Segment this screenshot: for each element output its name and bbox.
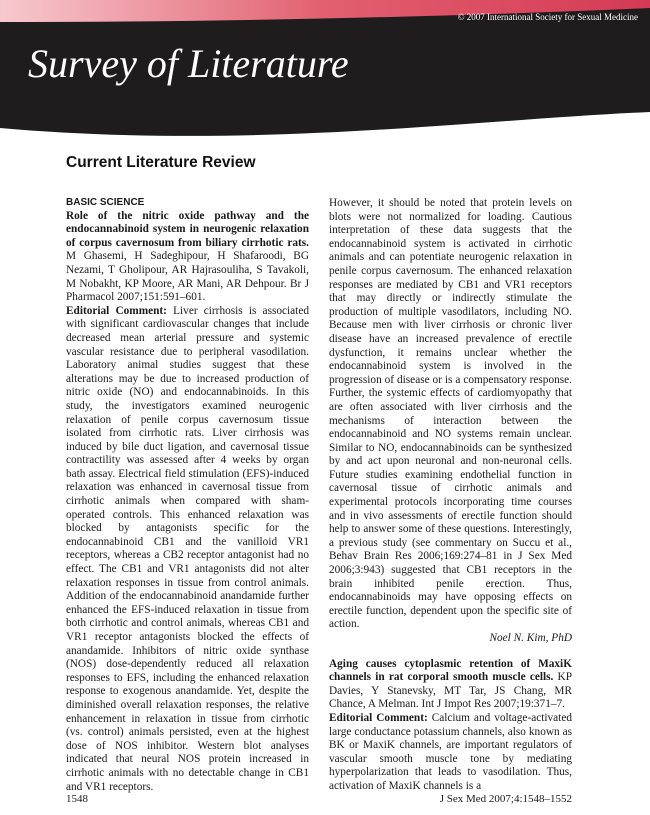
article2-comment [329,712,572,794]
article1-header [66,210,309,305]
subsection-heading: BASIC SCIENCE [66,197,145,208]
editorial-comment-label-2: Editorial Comment: [329,711,428,724]
article1-comment-text-1: Liver cirrhosis is associated with significant cardiovascular changes that include decreased mean arterial pressure and systemic vascular resistance due to peripheral vasodilation. Laboratory animal studies suggest that these alterations may be due to increased production of nitric oxide (NO) and endocannabinoids. In this study, the investigators examined neurogenic relaxation of penile corpus cavernosum tissue isolated from cirrhotic rats. Liver cirrhosis was induced by bile duct ligation, and cavernosal tissue contractility was assessed after 4 weeks by organ bath assay. Electrical field stimulation (EFS)-induced relaxation was enhanced in cavernosal tissue from cirrhotic animals when compared with sham-operated controls. This enhanced relaxation was blocked by antagonists specific for the endocannabinoid CB1 and the vanilloid VR1 receptors, whereas a CB2 receptor antagonist had no effect. The CB1 and VR1 antagonists did not alter relaxation responses in tissue from control animals. Addition of the endocannabinoid anandamide further enhanced the EFS-induced relaxation in tissue from both cirrhotic and control animals, whereas CB1 and VR1 receptor antagonists blocked the effects of anandamide. Inhibitors of nitric oxide synthase (NOS) dose-dependently reduced all relaxation responses to EFS, including the enhanced relaxation response to exogenous anandamide. Yet, despite the diminished overall relaxation responses, the relative enhancement in relaxation in tissue from cirrhotic (vs. control) animals persisted, even at the highest dose of NOS inhibitor. Western blot analyses indicated that neural NOS protein increased in cirrhotic animals with no detectable change in CB1 and VR1 receptors. [66,304,309,793]
journal-citation: J Sex Med 2007;4:1548–1552 [439,793,572,805]
article1-comment [66,305,309,794]
editorial-comment-label: Editorial Comment: [66,304,167,317]
article2-header [329,658,572,712]
right-column [329,197,572,794]
article2-title: Aging causes cytoplasmic retention of MaxiK channels in rat corporal smooth muscle cells. [329,657,572,684]
article2-comment-text: Calcium and voltage-activated large conductance potassium channels, also known as BK or MaxiK channels, are important regulators of vascular smooth muscle tone by mediating hyperpolarization that leads to vasodilation. Thus, activation of MaxiK channels is a [329,711,572,792]
article1-title: Role of the nitric oxide pathway and the endocannabinoid system in neurogenic relaxation of corpus cavernosum from biliary cirrhotic rats. [66,209,309,249]
left-column [66,196,309,794]
section-title: Current Literature Review [66,154,256,171]
page-number: 1548 [66,793,88,805]
article1-comment-continued: However, it should be noted that protein levels on blots were not normalized for loading. Cautious interpretation of these data suggests that the endocannabinoid system is activated in cirrhotic animals and can potentiate neurogenic relaxation in penile corpus cavernosum. The enhanced relaxation responses are mediated by CB1 and VR1 receptors that may directly or indirectly stimulate the production of multiple vasodilators, including NO. Because men with liver cirrhosis or chronic liver disease have an increased prevalence of erectile dysfunction, it remains unclear whether the endocannabinoid system is involved in the progression of disease or is a compensatory response. Further, the systemic effects of cardiomyopathy that are often associated with liver cirrhosis and the mechanisms of interaction between the endocannabinoid and NO systems remain unclear. Similar to NO, endocannabinoids can be synthesized by and act upon neuronal and non-neuronal cells. Future studies examining endothelial function in cavernosal tissue of cirrhotic animals and experimental protocols incorporating time courses and in vivo assessments of erectile function should help to answer some of these questions. Interestingly, a previous study (see commentary on Succu et al., Behav Brain Res 2006;169:274–81 in J Sex Med 2006;3:943) suggested that CB1 receptors in the brain inhibited penile erection. Thus, endocannabinoids may have opposing effects on erectile function, dependent upon the specific site of action. [329,197,572,631]
banner-title: Survey of Literature [28,41,349,86]
article2-citation: KP Davies, Y Stanevsky, MT Tar, JS Chang, MR Chance, A Melman. Int J Impot Res 2007;19:371–7. [329,671,572,711]
article1-citation: M Ghasemi, H Sadeghipour, H Shafaroodi, BG Nezami, T Gholipour, AR Hajrasouliha, S Tavakoli, M Nobakht, KP Moore, AR Mani, AR Dehpour. Br J Pharmacol 2007;151:591–601. [66,250,309,304]
article1-signature: Noel N. Kim, PhD [489,632,572,644]
copyright-notice: © 2007 International Society for Sexual Medicine [457,12,638,22]
